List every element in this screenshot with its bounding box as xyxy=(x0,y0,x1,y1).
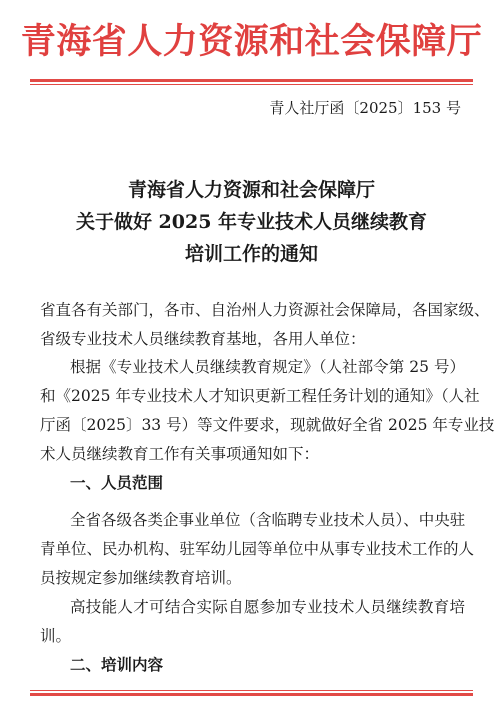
paragraph-3-line-2: 训。 xyxy=(40,627,72,645)
org-letterhead-title: 青海省人力资源和社会保障厅 xyxy=(20,22,483,62)
paragraph-2-line-1: 全省各级各类企事业单位（含临聘专业技术人员）、中央驻 xyxy=(70,511,466,529)
paragraph-1-line-2: 和《2025 年专业技术人才知识更新工程任务计划的通知》（人社 xyxy=(40,387,480,405)
addressee-line-2: 省级专业技术人员继续教育基地，各用人单位： xyxy=(40,330,366,348)
footer-rule-thin xyxy=(30,690,473,691)
addressee-line-1: 省直各有关部门，各市、自治州人力资源社会保障局，各国家级、 xyxy=(40,301,490,319)
notice-title-line-2: 关于做好 2025 年专业技术人员继续教育 xyxy=(75,211,428,233)
notice-title-line-1: 青海省人力资源和社会保障厅 xyxy=(127,179,375,201)
footer-rule-thick xyxy=(30,693,473,696)
paragraph-2-line-2: 青单位、民办机构、驻军幼儿园等单位中从事专业技术工作的人 xyxy=(40,540,475,558)
paragraph-1-line-4: 术人员继续教育工作有关事项通知如下： xyxy=(40,445,320,463)
section-1-heading: 一、人员范围 xyxy=(70,473,164,492)
letterhead-rule-thin xyxy=(30,84,473,85)
paragraph-1-line-1: 根据《专业技术人员继续教育规定》（人社部令第 25 号） xyxy=(70,358,465,376)
notice-title-line-3: 培训工作的通知 xyxy=(184,243,318,265)
paragraph-2-line-3: 员按规定参加继续教育培训。 xyxy=(40,569,242,587)
paragraph-1-line-3: 厅函〔2025〕33 号）等文件要求，现就做好全省 2025 年专业技 xyxy=(40,416,495,434)
paragraph-3-line-1: 高技能人才可结合实际自愿参加专业技术人员继续教育培 xyxy=(70,598,465,616)
document-number: 青人社厅函〔2025〕153 号 xyxy=(269,99,461,117)
letterhead-rule-thick xyxy=(30,79,473,82)
section-2-heading: 二、培训内容 xyxy=(70,655,164,674)
